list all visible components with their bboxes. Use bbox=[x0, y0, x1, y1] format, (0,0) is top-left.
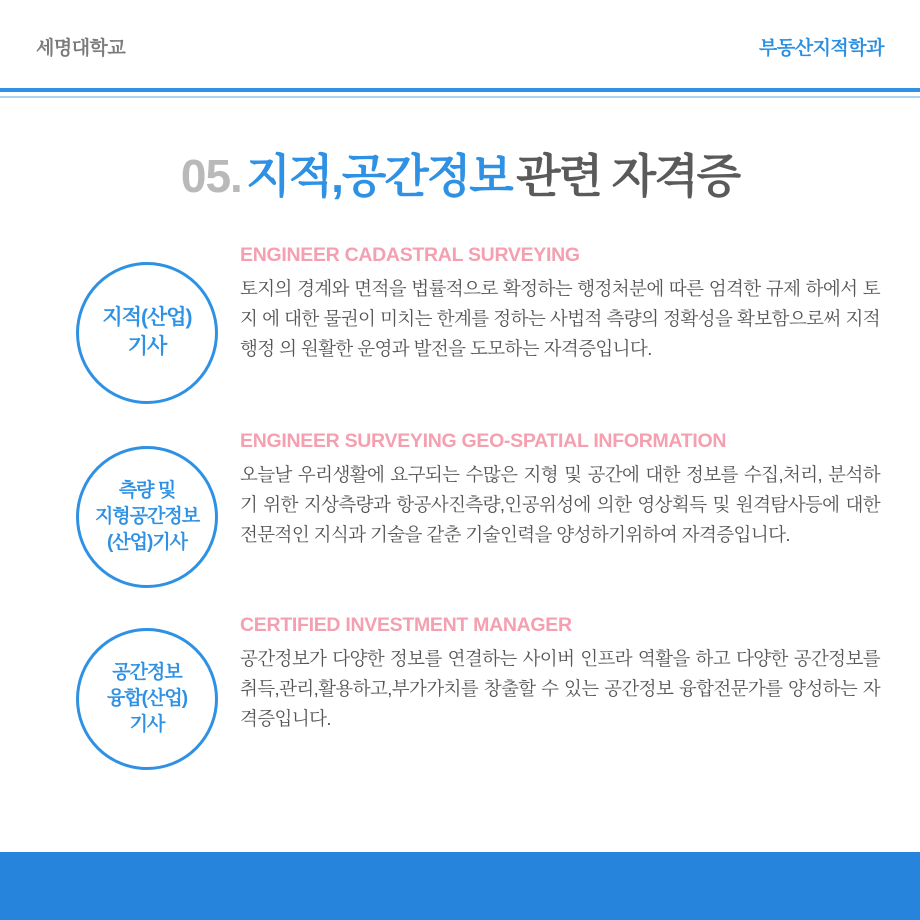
certificate-badge bbox=[76, 262, 218, 404]
badge-line: 공간정보 bbox=[112, 661, 182, 683]
badge-line: (산업)기사 bbox=[106, 532, 188, 554]
list-item bbox=[54, 240, 880, 404]
department-name: 부동산지적학과 bbox=[759, 37, 884, 59]
certificate-english-title: ENGINEER CADASTRAL SURVEYING bbox=[240, 244, 580, 266]
header-divider-thick bbox=[0, 88, 920, 92]
certificate-badge bbox=[76, 628, 218, 770]
badge-column bbox=[54, 610, 240, 770]
badge-line: 지적(산업) bbox=[102, 306, 192, 330]
badge-line: 측량 및 bbox=[118, 479, 176, 501]
certificate-description: 토지의 경계와 면적을 법률적으로 확정하는 행정처분에 따른 엄격한 규제 하에서 토지 에 대한 물권이 미치는 한계를 정하는 사법적 측량의 정확성을 확보함으로써 지적행정 의 원활한 운영과 발전을 도모하는 자격증입니다. bbox=[240, 278, 880, 360]
title-highlight: 지적,공간정보 bbox=[246, 150, 512, 202]
certificate-english-title: ENGINEER SURVEYING GEO-SPATIAL INFORMATION bbox=[240, 430, 727, 452]
page-header bbox=[0, 0, 920, 92]
certificate-description: 오늘날 우리생활에 요구되는 수많은 지형 및 공간에 대한 정보를 수집,처리, 분석하기 위한 지상측량과 항공사진측량,인공위성에 의한 영상획득 및 원격탐사등에 대한 전문적인 지식과 기술을 같춘 기술인력을 양성하기위하여 자격증입니다. bbox=[240, 464, 880, 546]
list-item bbox=[54, 426, 880, 588]
list-item bbox=[54, 610, 880, 770]
certificate-badge bbox=[76, 446, 218, 588]
page-title bbox=[0, 140, 920, 206]
text-column bbox=[240, 610, 880, 734]
certificate-description: 공간정보가 다양한 정보를 연결하는 사이버 인프라 역활을 하고 다양한 공간정보를 취득,관리,활용하고,부가가치를 창출할 수 있는 공간정보 융합전문가를 양성하는 자격증입니다. bbox=[240, 648, 880, 730]
badge-line: 지형공간정보 bbox=[94, 505, 200, 527]
badge-column bbox=[54, 426, 240, 588]
title-number: 05. bbox=[180, 150, 242, 202]
footer-bar bbox=[0, 852, 920, 920]
badge-line: 기사 bbox=[129, 714, 165, 736]
badge-line: 융합(산업) bbox=[106, 687, 188, 709]
certificate-list bbox=[0, 240, 920, 770]
text-column bbox=[240, 426, 880, 550]
university-name: 세명대학교 bbox=[36, 37, 126, 59]
header-divider-thin bbox=[0, 96, 920, 98]
certificate-english-title: CERTIFIED INVESTMENT MANAGER bbox=[240, 614, 572, 636]
title-rest: 관련 자격증 bbox=[516, 150, 740, 202]
text-column bbox=[240, 240, 880, 364]
badge-line: 기사 bbox=[127, 335, 167, 358]
badge-column bbox=[54, 240, 240, 404]
